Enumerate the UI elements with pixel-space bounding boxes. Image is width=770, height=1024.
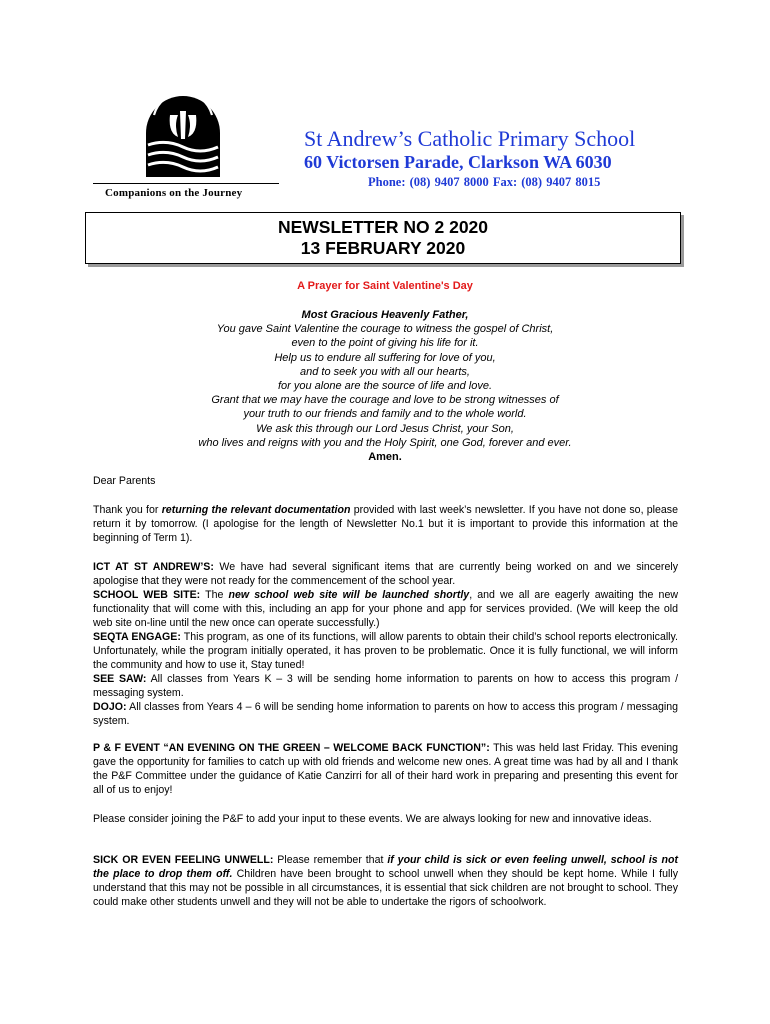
emphasis: new school web site will be launched shortly [228, 589, 470, 601]
text: All classes from Years 4 – 6 will be sending home information to parents on how to access this program / messaging system. [93, 701, 678, 727]
prayer-line: who lives and reigns with you and the Holy Spirit, one God, forever and ever. [198, 436, 572, 449]
school-address: 60 Victorsen Parade, Clarkson WA 6030 [304, 152, 612, 172]
newsletter-date: 13 FEBRUARY 2020 [300, 238, 466, 258]
heading-pf-event: P & F EVENT “AN EVENING ON THE GREEN – WELCOME BACK FUNCTION”: [93, 742, 490, 754]
greeting: Dear Parents [93, 475, 156, 487]
prayer-line: and to seek you with all our hearts, [300, 365, 470, 378]
text: This program, as one of its functions, will allow parents to obtain their child’s school reports electronically. Unfortunately, while the program initially operated, it has proven to be problematic. Once it is fully functional, we will inform the community and how to use it, Stay tuned! [93, 631, 678, 671]
emphasis: returning the relevant documentation [161, 504, 351, 516]
paragraph-join-pf [93, 812, 678, 826]
prayer-line: Most Gracious Heavenly Father, [301, 309, 469, 321]
heading-dojo: DOJO: [93, 701, 127, 713]
paragraph-sick [93, 853, 678, 909]
text: Children have been brought to school unwell when they should be kept home. While I fully understand that this may not be possible in all circumstances, it is essential that sick children are not brought to school. They could make other students unwell and they will not be able to undertake the rigors of schoolwork. [93, 868, 678, 908]
prayer-line: We ask this through our Lord Jesus Christ, your Son, [256, 422, 514, 435]
heading-sick: SICK OR EVEN FEELING UNWELL: [93, 854, 274, 866]
prayer-line: Grant that we may have the courage and love to be strong witnesses of [211, 394, 559, 407]
text: The [200, 589, 229, 601]
school-crest-icon [140, 93, 226, 177]
prayer-line: Help us to endure all suffering for love of you, [274, 351, 496, 364]
prayer-line: for you alone are the source of life and love. [277, 380, 493, 393]
text: Thank you for [93, 504, 162, 516]
paragraph-pf-event [93, 741, 678, 797]
paragraph-ict [93, 560, 678, 728]
school-motto: Companions on the Journey [105, 187, 243, 199]
heading-ict: ICT AT ST ANDREW’S: [93, 561, 214, 573]
text: , and we all are eagerly awaiting the new functionality that will come with this, including an app for your phone and app for services provided. (We will keep the old web site on-line until the new once can operate successfully.) [93, 589, 678, 629]
heading-seqta: SEQTA ENGAGE: [93, 631, 181, 643]
newsletter-number: NEWSLETTER NO 2 2020 [277, 217, 489, 237]
paragraph-documentation [93, 503, 678, 545]
prayer-text [0, 308, 770, 464]
school-phone: Phone: (08) 9407 8000 Fax: (08) 9407 8015 [368, 175, 601, 189]
prayer-amen: Amen. [368, 451, 402, 464]
motto-divider [93, 183, 279, 184]
newsletter-title-box [85, 212, 681, 264]
text: We have had several significant items that are currently being worked on and we sincerely apologise that they were not ready for the commencement of the school year. [93, 561, 679, 587]
text: All classes from Years K – 3 will be sending home information to parents on how to access this program / messaging system. [93, 673, 679, 699]
heading-seesaw: SEE SAW: [93, 673, 147, 685]
text: Please consider joining the P&F to add your input to these events. We are always looking for new and innovative ideas. [93, 813, 652, 825]
prayer-line: even to the point of giving his life for it. [291, 337, 479, 350]
prayer-line: your truth to our friends and family and to the whole world. [243, 408, 527, 421]
text: provided with last week’s newsletter. If you have not done so, please return it by tomorrow. (I apologise for the length of Newsletter No.1 but it is important to provide this information at the beginning of Term 1). [93, 504, 678, 544]
text: Please remember that [273, 854, 388, 866]
school-name: St Andrew’s Catholic Primary School [304, 126, 636, 151]
prayer-title: A Prayer for Saint Valentine's Day [297, 280, 473, 292]
emphasis: if your child is sick or even feeling unwell, school is not the place to drop them off. [93, 854, 678, 880]
heading-web-site: SCHOOL WEB SITE: [93, 589, 201, 601]
text: This was held last Friday. This evening gave the opportunity for families to catch up with old friends and welcome new ones. A great time was had by all and I thank the P&F Committee under the guidance of Katie Canzirri for all of their hard work in preparing and presenting this event for all of us to enjoy! [93, 742, 678, 796]
prayer-line: You gave Saint Valentine the courage to witness the gospel of Christ, [216, 323, 554, 336]
